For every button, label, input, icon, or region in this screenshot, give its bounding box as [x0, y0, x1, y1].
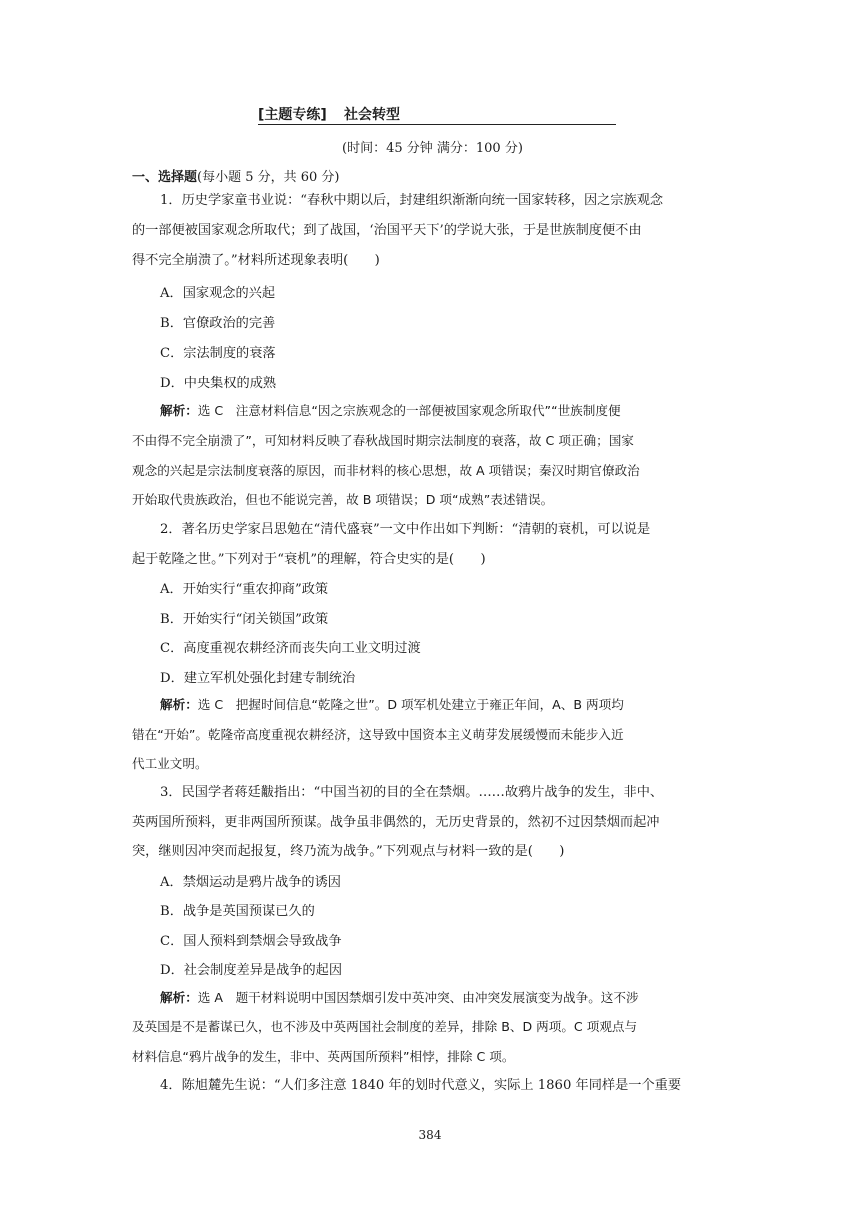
- question-3-option-b: B．战争是英国预谋已久的: [160, 904, 315, 919]
- question-1-analysis-line: 观念的兴起是宗法制度衰落的原因，而非材料的核心思想，故 A 项错误；秦汉时期官僚政治: [132, 463, 640, 478]
- topic-title: 社会转型: [344, 107, 400, 123]
- question-3-stem-line: 英两国所预料，更非两国所预谋。战争虽非偶然的，无历史背景的，然初不过因禁烟而起冲: [132, 815, 660, 830]
- question-1-analysis-line: [160, 401, 736, 421]
- question-1-option-b: B．官僚政治的完善: [160, 316, 276, 331]
- question-3-option-d: D．社会制度差异是战争的起因: [160, 963, 343, 978]
- section-label: 一、选择题: [132, 170, 198, 185]
- question-1-analysis-line: 不由得不完全崩溃了”，可知材料反映了春秋战国时期宗法制度的衰落，故 C 项正确；国家: [132, 433, 634, 448]
- question-1-stem-line: 1．历史学家童书业说：“春秋中期以后，封建组织渐渐向统一国家转移，因之宗族观念: [160, 193, 664, 208]
- question-2-analysis-line: 错在“开始”。乾隆帝高度重视农耕经济，这导致中国资本主义萌芽发展缓慢而未能步入近: [132, 727, 624, 742]
- analysis-label: 解析：: [160, 990, 198, 1005]
- question-1-option-a: A．国家观念的兴起: [160, 286, 276, 301]
- question-2-option-c: C．高度重视农耕经济而丧失向工业文明过渡: [160, 641, 421, 656]
- topic-tag: [主题专练]: [258, 107, 327, 123]
- section-note: (每小题 5 分，共 60 分): [197, 170, 340, 185]
- question-1-option-c: C．宗法制度的衰落: [160, 346, 276, 361]
- question-1-analysis-line: 开始取代贵族政治，但也不能说完善，故 B 项错误；D 项“成熟”表述错误。: [132, 492, 554, 507]
- question-1-option-d: D．中央集权的成熟: [160, 376, 277, 391]
- question-2-option-a: A．开始实行“重农抑商”政策: [160, 582, 329, 597]
- analysis-label: 解析：: [160, 697, 198, 712]
- analysis-label: 解析：: [160, 403, 198, 418]
- question-4-stem-line: 4．陈旭麓先生说：“人们多注意 1840 年的划时代意义，实际上 1860 年同样是一个重要: [160, 1078, 682, 1093]
- question-3-analysis-line: 及英国是不是蓄谋已久，也不涉及中英两国社会制度的差异，排除 B、D 两项。C 项观点与: [132, 1019, 638, 1034]
- question-3-analysis-line: 材料信息“鸦片战争的发生，非中、英两国所预料”相悖，排除 C 项。: [132, 1049, 515, 1064]
- question-1-stem-line: 得不完全崩溃了。”材料所述现象表明( ): [132, 253, 380, 268]
- question-1-stem-line: 的一部便被国家观念所取代；到了战国，‘治国平天下’的学说大张，于是世族制度便不由: [132, 223, 642, 238]
- question-2-analysis-line: 代工业文明。: [132, 756, 208, 771]
- question-3-stem-line: 3．民国学者蒋廷黻指出：“中国当初的目的全在禁烟。……故鸦片战争的发生，非中、: [160, 785, 664, 800]
- topic-header: [258, 104, 616, 125]
- section-heading: [132, 166, 340, 185]
- analysis-text: 选 C 把握时间信息“乾隆之世”。D 项军机处建立于雍正年间，A、B 两项均: [197, 697, 624, 712]
- analysis-text: 选 C 注意材料信息“因之宗族观念的一部便被国家观念所取代”“世族制度便: [197, 403, 621, 418]
- question-3-stem-line: 突，继则因冲突而起报复，终乃流为战争。”下列观点与材料一致的是( ): [132, 844, 565, 859]
- question-2-analysis-line: [160, 695, 736, 715]
- question-2-option-d: D．建立军机处强化封建专制统治: [160, 671, 356, 686]
- time-score-info: (时间：45 分钟 满分：100 分): [342, 141, 523, 156]
- question-3-option-c: C．国人预料到禁烟会导致战争: [160, 934, 342, 949]
- question-2-option-b: B．开始实行“闭关锁国”政策: [160, 612, 329, 627]
- question-2-stem-line: 起于乾隆之世。”下列对于“衰机”的理解，符合史实的是( ): [132, 552, 486, 567]
- question-2-stem-line: 2．著名历史学家吕思勉在“清代盛衰”一文中作出如下判断：“清朝的衰机，可以说是: [160, 522, 651, 537]
- question-3-option-a: A．禁烟运动是鸦片战争的诱因: [160, 875, 341, 890]
- question-3-analysis-line: [160, 988, 736, 1008]
- page-number: 384: [418, 1128, 442, 1142]
- analysis-text: 选 A 题干材料说明中国因禁烟引发中英冲突、由冲突发展演变为战争。这不涉: [197, 990, 639, 1005]
